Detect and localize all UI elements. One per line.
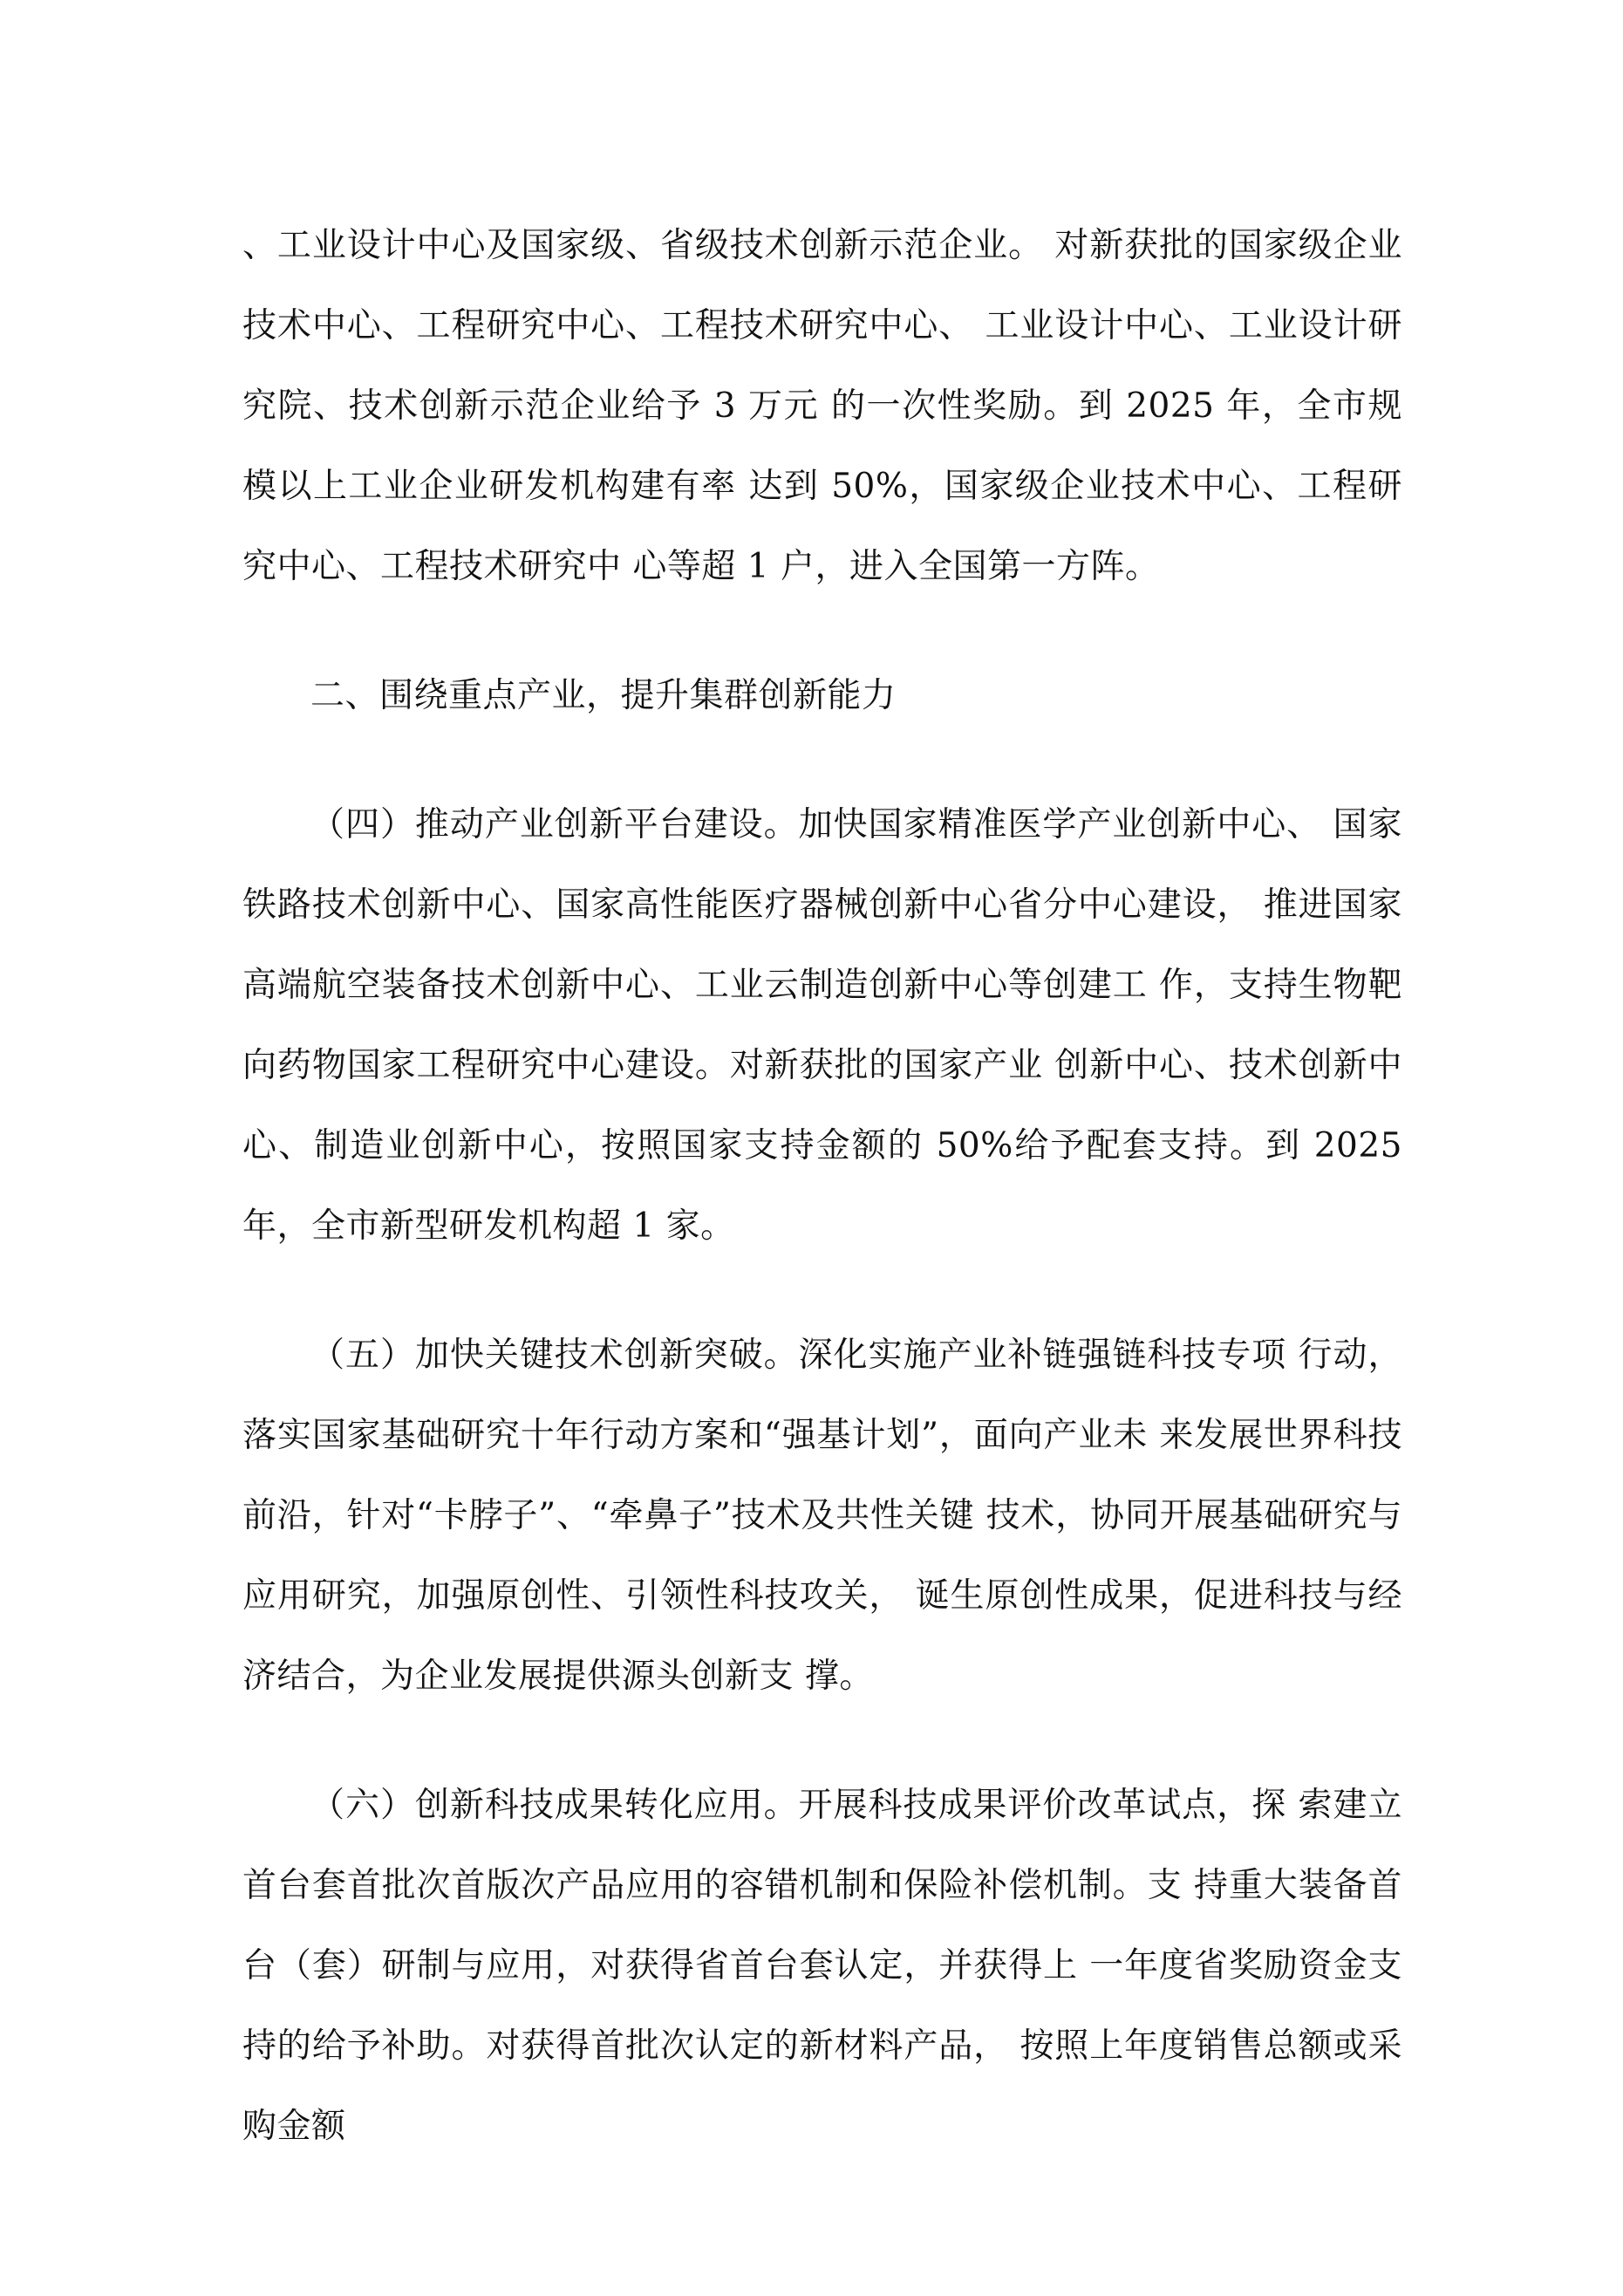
document-body: [242, 206, 1402, 2216]
paragraph-item-six: （六）创新科技成果转化应用。开展科技成果评价改革试点，探 索建立首台套首批次首版次产品应用的容错机制和保险补偿机制。支 持重大装备首台（套）研制与应用，对获得省首台套认定，并获得上 一年度省奖励资金支持的给予补助。对获得首批次认定的新材料产品， 按照上年度销售总额或采购金额: [242, 1786, 1402, 2146]
paragraph-research-institutions: 、工业设计中心及国家级、省级技术创新示范企业。 对新获批的国家级企业技术中心、工程研究中心、工程技术研究中心、 工业设计中心、工业设计研究院、技术创新示范企业给予 3 万元 的一次性奖励。到 2025 年，全市规模以上工业企业研发机构建有率 达到 50%，国家级企业技术中心、工程研究中心、工程技术研究中 心等超 1 户，进入全国第一方阵。: [242, 226, 1402, 586]
section-heading-two: 二、围绕重点产业，提升集群创新能力: [310, 676, 897, 715]
paragraph-item-four: （四）推动产业创新平台建设。加快国家精准医学产业创新中心、 国家铁路技术创新中心、国家高性能医疗器械创新中心省分中心建设， 推进国家高端航空装备技术创新中心、工业云制造创新中心等创建工 作，支持生物靶向药物国家工程研究中心建设。对新获批的国家产业 创新中心、技术创新中心、制造业创新中心，按照国家支持金额的 50%给予配套支持。到 2025 年，全市新型研发机构超 1 家。: [242, 805, 1402, 1246]
paragraph-item-five: （五）加快关键技术创新突破。深化实施产业补链强链科技专项 行动，落实国家基础研究十年行动方案和“强基计划”，面向产业未 来发展世界科技前沿，针对“卡脖子”、“牵鼻子”技术及共性关键 技术，协同开展基础研究与应用研究，加强原创性、引领性科技攻关， 诞生原创性成果，促进科技与经济结合，为企业发展提供源头创新支 撑。: [242, 1336, 1402, 1696]
